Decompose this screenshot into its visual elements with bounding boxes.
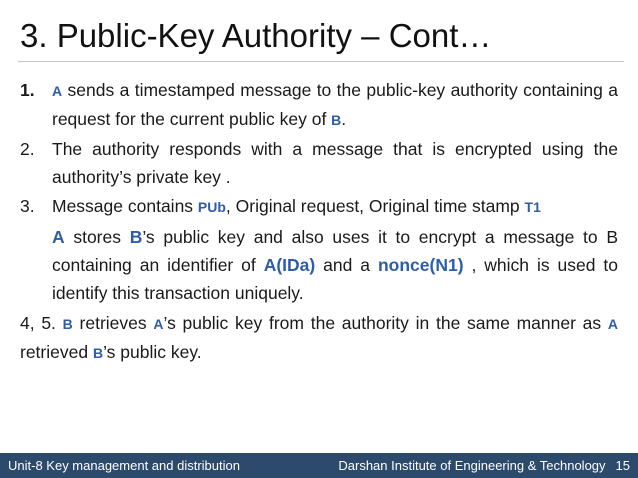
slide-title: 3. Public-Key Authority – Cont… xyxy=(20,17,492,54)
slide-content xyxy=(20,76,618,367)
text-run: . xyxy=(341,109,347,129)
slide-footer xyxy=(0,453,638,478)
sub-paragraph xyxy=(20,223,618,307)
list-item-3 xyxy=(20,192,618,221)
text-run: sends a timestamped message to the public-key authority containing a request for the current public key of xyxy=(52,80,618,129)
highlight-term: B xyxy=(331,112,342,128)
list-item-1 xyxy=(20,76,618,134)
text-run: retrieves xyxy=(72,313,154,333)
list-text xyxy=(52,76,618,134)
list-number: 2. xyxy=(20,139,35,159)
highlight-term: nonce(N1) xyxy=(377,255,464,275)
highlight-term: T1 xyxy=(524,199,541,215)
footer-institute xyxy=(338,453,630,478)
list-text: The authority responds with a message that is encrypted using the authority’s private key . xyxy=(52,139,618,187)
text-run: stores xyxy=(64,227,130,247)
text-run: retrieved xyxy=(20,342,93,362)
highlight-term: A xyxy=(52,227,65,247)
footer-unit-label: Unit-8 Key management and distribution xyxy=(8,458,240,473)
title-divider xyxy=(18,61,624,62)
list-item-2 xyxy=(20,135,618,191)
list-number: 1. xyxy=(20,80,35,100)
highlight-term: A xyxy=(52,83,63,99)
highlight-term: A(IDa) xyxy=(263,255,316,275)
text-run: ’s public key and also uses it to encrypt a message to B containing an identifier of xyxy=(52,227,618,275)
highlight-term: A xyxy=(607,316,618,332)
list-number: 3. xyxy=(20,196,35,216)
footer-institute-label: Darshan Institute of Engineering & Technology xyxy=(338,458,606,473)
highlight-term: A xyxy=(153,316,164,332)
text-run: , which is used to identify this transaction uniquely. xyxy=(52,255,618,303)
text-run: ’s public key. xyxy=(103,342,202,362)
list-text xyxy=(52,192,618,221)
text-run: and a xyxy=(315,255,378,275)
highlight-term: B xyxy=(129,227,143,247)
list-item-4-5 xyxy=(20,309,618,367)
highlight-term: B xyxy=(92,345,104,361)
page-number: 15 xyxy=(615,458,630,473)
highlight-term: PUb xyxy=(197,199,226,215)
list-number: 4, 5. xyxy=(20,313,63,333)
text-run: Message contains xyxy=(52,196,198,216)
text-run: , Original request, Original time stamp xyxy=(225,196,525,216)
text-run: ’s public key from the authority in the same manner as xyxy=(163,313,608,333)
highlight-term: B xyxy=(62,316,73,332)
